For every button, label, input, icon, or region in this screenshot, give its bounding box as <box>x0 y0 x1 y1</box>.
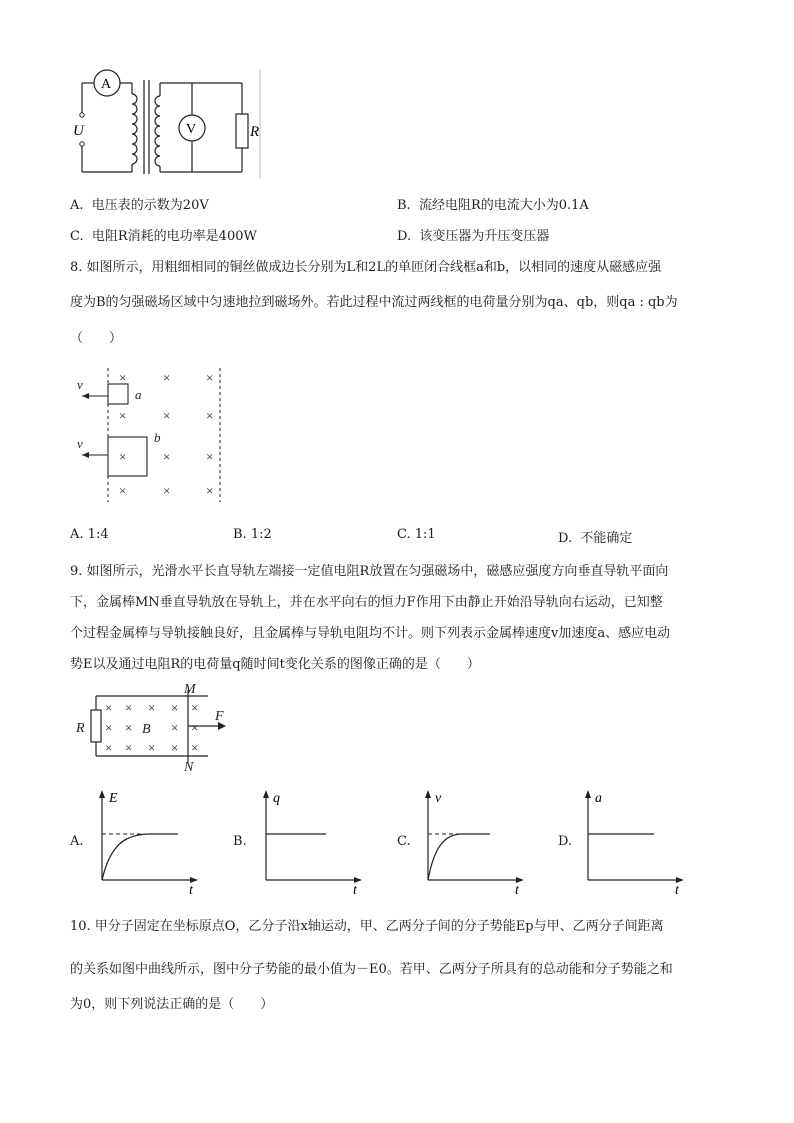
field-cross: × <box>163 449 171 464</box>
q9-graph-c-letter: C. <box>397 834 411 849</box>
field-cross: × <box>206 370 214 385</box>
q9-graph-a-letter: A. <box>70 834 84 849</box>
velocity-label: v <box>77 436 83 451</box>
ammeter-label: A <box>101 77 112 92</box>
q8-option-b: B. 1:2 <box>233 527 272 542</box>
graph-c-x-label: t <box>515 883 519 898</box>
source-label: U <box>73 123 84 139</box>
q9-stem-line-4: 势E以及通过电阻R的电荷量q随时间t变化关系的图像正确的是（ ） <box>70 657 480 672</box>
graph-b-y-label: q <box>273 791 280 806</box>
svg-text:×: × <box>191 700 199 715</box>
graph-a-x-label: t <box>189 883 193 898</box>
q9-rail-figure <box>70 682 240 774</box>
svg-text:×: × <box>105 720 113 735</box>
q9-stem-line-2: 下，金属棒MN垂直导轨放在导轨上，并在水平向右的恒力F作用下由静止开始沿导轨向右运动，已知整 <box>70 595 663 610</box>
frame-b-label: b <box>154 430 161 445</box>
resistor-label: R <box>76 721 85 736</box>
field-cross: × <box>206 408 214 423</box>
graph-d-y-label: a <box>595 791 602 806</box>
q9-graph-d <box>576 788 686 898</box>
field-cross: × <box>119 370 127 385</box>
q8-magnetic-field-figure <box>70 364 240 506</box>
field-cross: × <box>119 483 127 498</box>
rod-end-n-label: N <box>184 760 194 775</box>
svg-text:×: × <box>125 700 133 715</box>
q9-graph-c <box>416 788 526 898</box>
q7-option-d: D. 该变压器为升压变压器 <box>397 229 550 244</box>
graph-c-y-label: v <box>435 791 442 806</box>
svg-text:×: × <box>191 740 199 755</box>
field-cross: × <box>119 408 127 423</box>
svg-text:×: × <box>105 740 113 755</box>
svg-text:×: × <box>125 720 133 735</box>
graph-a-y-label: E <box>109 791 118 806</box>
q10-stem-line-3: 为0，则下列说法正确的是（ ） <box>70 997 274 1012</box>
frame-a-label: a <box>135 387 142 402</box>
q9-stem-line-3: 个过程金属棒与导轨接触良好，且金属棒与导轨电阻均不计。则下列表示金属棒速度v加速度a、感应电动 <box>70 626 671 641</box>
field-b-label: B <box>142 722 151 737</box>
svg-text:×: × <box>148 740 156 755</box>
q8-stem-line-1: 8. 如图所示，用粗细相同的铜丝做成边长分别为L和2L的单匝闭合线框a和b，以相同的速度从磁感应强 <box>70 260 662 275</box>
voltmeter-label: V <box>186 122 197 137</box>
field-cross: × <box>206 449 214 464</box>
graph-b-x-label: t <box>353 883 357 898</box>
q8-option-c: C. 1:1 <box>397 527 436 542</box>
rod-end-m-label: M <box>184 682 196 697</box>
q8-stem-line-2: 度为B的匀强磁场区域中匀速地拉到磁场外。若此过程中流过两线框的电荷量分别为qa、qb，则qa : qb为 <box>70 295 678 310</box>
svg-text:×: × <box>125 740 133 755</box>
q7-option-c: C. 电阻R消耗的电功率是400W <box>70 229 257 244</box>
svg-text:×: × <box>171 700 179 715</box>
q10-stem-line-1: 10. 甲分子固定在坐标原点O，乙分子沿x轴运动，甲、乙两分子间的分子势能Ep与甲、乙两分子间距离 <box>70 919 664 934</box>
graph-d-x-label: t <box>675 883 679 898</box>
q8-option-a: A. 1:4 <box>70 527 109 542</box>
field-cross: × <box>163 370 171 385</box>
field-cross: × <box>163 483 171 498</box>
force-label: F <box>215 709 224 724</box>
svg-text:×: × <box>171 740 179 755</box>
resistor-label: R <box>250 124 260 140</box>
velocity-label: v <box>77 377 83 392</box>
q9-stem-line-1: 9. 如图所示，光滑水平长直导轨左端接一定值电阻R放置在匀强磁场中，磁感应强度方向垂直导轨平面向 <box>70 564 669 579</box>
field-cross: × <box>206 483 214 498</box>
q7-option-b: B. 流经电阻R的电流大小为0.1A <box>397 198 589 213</box>
svg-text:×: × <box>148 700 156 715</box>
q9-graph-a <box>90 788 200 898</box>
q7-option-a: A. 电压表的示数为20V <box>70 198 209 213</box>
field-cross: × <box>119 449 127 464</box>
field-cross: × <box>163 408 171 423</box>
q8-option-d: D. 不能确定 <box>558 531 633 546</box>
q10-stem-line-2: 的关系如图中曲线所示，图中分子势能的最小值为－E0。若甲、乙两分子所具有的总动能和分子势能之和 <box>70 962 673 977</box>
q9-graph-b <box>254 788 364 898</box>
svg-text:×: × <box>191 720 199 735</box>
svg-text:×: × <box>105 700 113 715</box>
svg-text:×: × <box>171 720 179 735</box>
q8-stem-line-3: （ ） <box>70 331 123 346</box>
q9-graph-b-letter: B. <box>233 834 247 849</box>
q9-graph-d-letter: D. <box>558 834 573 849</box>
transformer-circuit-figure <box>70 66 270 182</box>
